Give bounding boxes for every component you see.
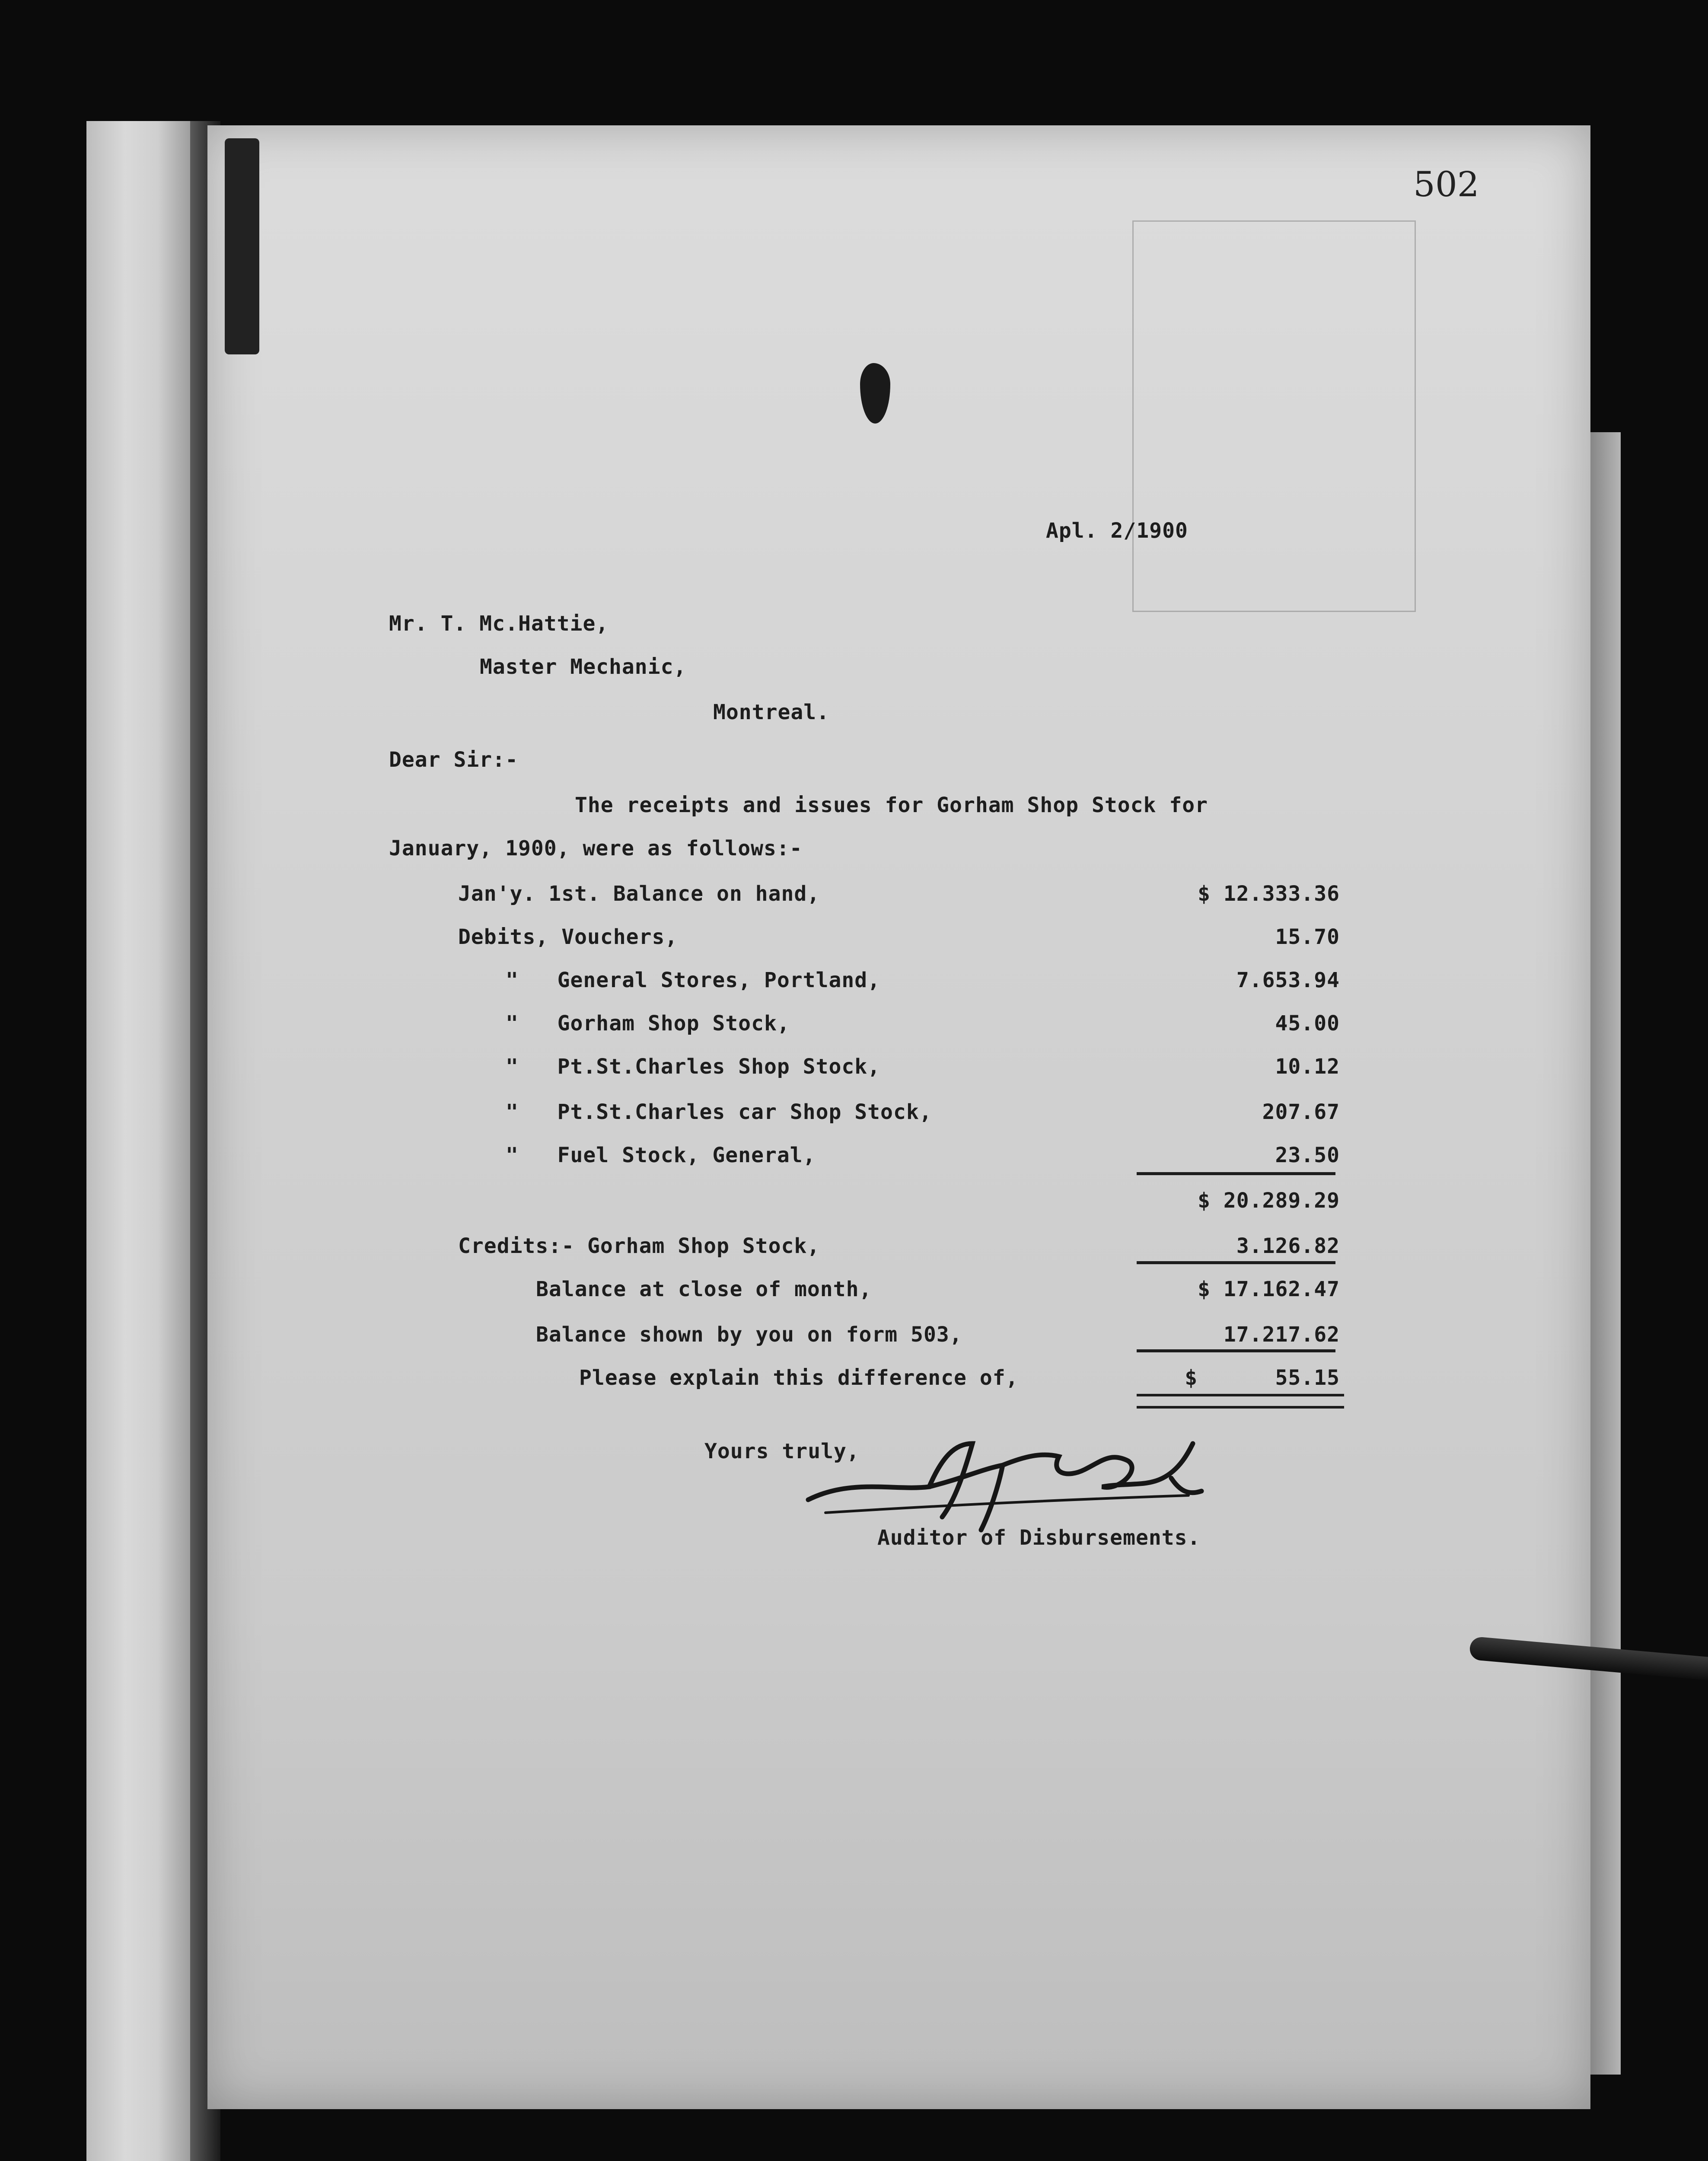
signer-title: Auditor of Disbursements. bbox=[877, 1526, 1201, 1550]
ledger-row-amount: 23.50 bbox=[1275, 1143, 1340, 1167]
ledger-row-label: Debits, Vouchers, bbox=[458, 925, 678, 949]
ledger-row-amount: 45.00 bbox=[1275, 1011, 1340, 1036]
ledger-row-label: Balance at close of month, bbox=[536, 1277, 872, 1301]
ledger-row-amount: 7.653.94 bbox=[1236, 968, 1340, 992]
subtotal-rule bbox=[1137, 1172, 1335, 1175]
ledger-row-label: " Fuel Stock, General, bbox=[506, 1143, 816, 1167]
recipient-title: Master Mechanic, bbox=[480, 655, 687, 679]
letter-date: Apl. 2/1900 bbox=[1046, 519, 1188, 543]
ledger-row-label: Please explain this difference of, bbox=[579, 1366, 1019, 1390]
form-balance-rule bbox=[1137, 1349, 1335, 1352]
ledger-row-amount: 207.67 bbox=[1262, 1100, 1340, 1124]
faint-stamp-box bbox=[1132, 220, 1416, 612]
ledger-row-amount: $ 17.162.47 bbox=[1198, 1277, 1340, 1301]
ledger-row-label: Credits:- Gorham Shop Stock, bbox=[458, 1234, 820, 1258]
intro-line-2: January, 1900, were as follows:- bbox=[389, 836, 803, 861]
ledger-row-label: " Pt.St.Charles car Shop Stock, bbox=[506, 1100, 932, 1124]
ledger-difference: $ 55.15 bbox=[1185, 1366, 1340, 1390]
ledger-row-amount: $ 12.333.36 bbox=[1198, 882, 1340, 906]
double-underline bbox=[1137, 1394, 1344, 1409]
credits-rule bbox=[1137, 1261, 1335, 1264]
ledger-row-amount: 15.70 bbox=[1275, 925, 1340, 949]
handwritten-signature bbox=[800, 1426, 1214, 1539]
ledger-row-amount: 10.12 bbox=[1275, 1055, 1340, 1079]
ledger-row-label: Jan'y. 1st. Balance on hand, bbox=[458, 882, 820, 906]
closing: Yours truly, bbox=[704, 1439, 860, 1463]
binding-tab bbox=[225, 138, 259, 354]
ledger-row-label: " Gorham Shop Stock, bbox=[506, 1011, 790, 1036]
ledger-row-label: Balance shown by you on form 503, bbox=[536, 1323, 962, 1347]
recipient-name: Mr. T. Mc.Hattie, bbox=[389, 612, 609, 636]
ledger-subtotal: $ 20.289.29 bbox=[1198, 1189, 1340, 1213]
page-number: 502 bbox=[1413, 164, 1479, 204]
ledger-row-amount: 17.217.62 bbox=[1223, 1323, 1340, 1347]
ledger-row-label: " General Stores, Portland, bbox=[506, 968, 881, 992]
ledger-row-label: " Pt.St.Charles Shop Stock, bbox=[506, 1055, 881, 1079]
ledger-row-amount: 3.126.82 bbox=[1236, 1234, 1340, 1258]
salutation: Dear Sir:- bbox=[389, 748, 518, 772]
intro-line-1: The receipts and issues for Gorham Shop Stock for bbox=[575, 793, 1208, 817]
recipient-city: Montreal. bbox=[713, 700, 830, 724]
